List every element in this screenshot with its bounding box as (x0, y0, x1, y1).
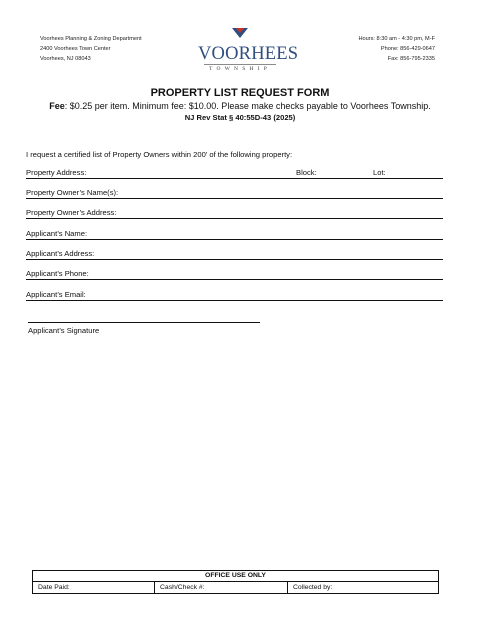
logo-name: VOORHEES (198, 44, 299, 64)
applicant-email-field[interactable] (26, 290, 443, 301)
applicant-name-field[interactable] (26, 229, 443, 240)
property-address-field[interactable] (26, 168, 443, 179)
form-title: PROPERTY LIST REQUEST FORM (150, 87, 330, 99)
city-state-zip: Voorhees, NJ 08043 (40, 56, 91, 62)
lot-label: Lot: (373, 168, 386, 177)
cash-check-cell[interactable]: Cash/Check #: (154, 582, 287, 593)
department-name: Voorhees Planning & Zoning Department (40, 36, 142, 42)
office-use-table (32, 570, 439, 594)
contact-info (359, 34, 435, 64)
applicant-email-label: Applicant’s Email: (26, 290, 86, 299)
owner-address-label: Property Owner’s Address: (26, 208, 117, 217)
applicant-address-field[interactable] (26, 249, 443, 260)
fee-line (0, 101, 480, 111)
property-address-label: Property Address: (26, 168, 87, 177)
owner-address-field[interactable] (26, 208, 443, 219)
statute-reference: NJ Rev Stat § 40:55D-43 (2025) (184, 113, 296, 122)
signature-label: Applicant’s Signature (28, 326, 100, 335)
logo-subtitle: TOWNSHIP (209, 66, 271, 72)
owner-names-label: Property Owner’s Name(s): (26, 188, 119, 197)
fax-number: Fax: 856-795-2335 (387, 56, 435, 62)
phone-number: Phone: 856-429-0647 (380, 46, 435, 52)
street-address: 2400 Voorhees Town Center (40, 46, 111, 52)
collected-by-cell[interactable]: Collected by: (287, 582, 438, 593)
department-address (40, 34, 142, 64)
office-hours: Hours: 8:30 am - 4:30 pm, M-F (358, 36, 435, 42)
block-label: Block: (296, 168, 317, 177)
applicant-name-label: Applicant’s Name: (26, 229, 88, 238)
signature-line[interactable] (28, 322, 260, 323)
applicant-phone-label: Applicant’s Phone: (26, 269, 89, 278)
applicant-phone-field[interactable] (26, 269, 443, 280)
logo-divider (204, 64, 276, 65)
fee-label: Fee (49, 101, 65, 111)
township-logo (198, 26, 299, 74)
office-use-title: OFFICE USE ONLY (33, 571, 438, 582)
owner-names-field[interactable] (26, 188, 443, 199)
fee-text: : $0.25 per item. Minimum fee: $10.00. Please make checks payable to Voorhees Township. (64, 101, 431, 111)
date-paid-cell[interactable]: Date Paid: (38, 584, 70, 591)
applicant-address-label: Applicant’s Address: (26, 249, 95, 258)
request-statement: I request a certified list of Property Owners within 200' of the following property: (26, 150, 293, 159)
logo-emblem-icon (198, 26, 282, 46)
